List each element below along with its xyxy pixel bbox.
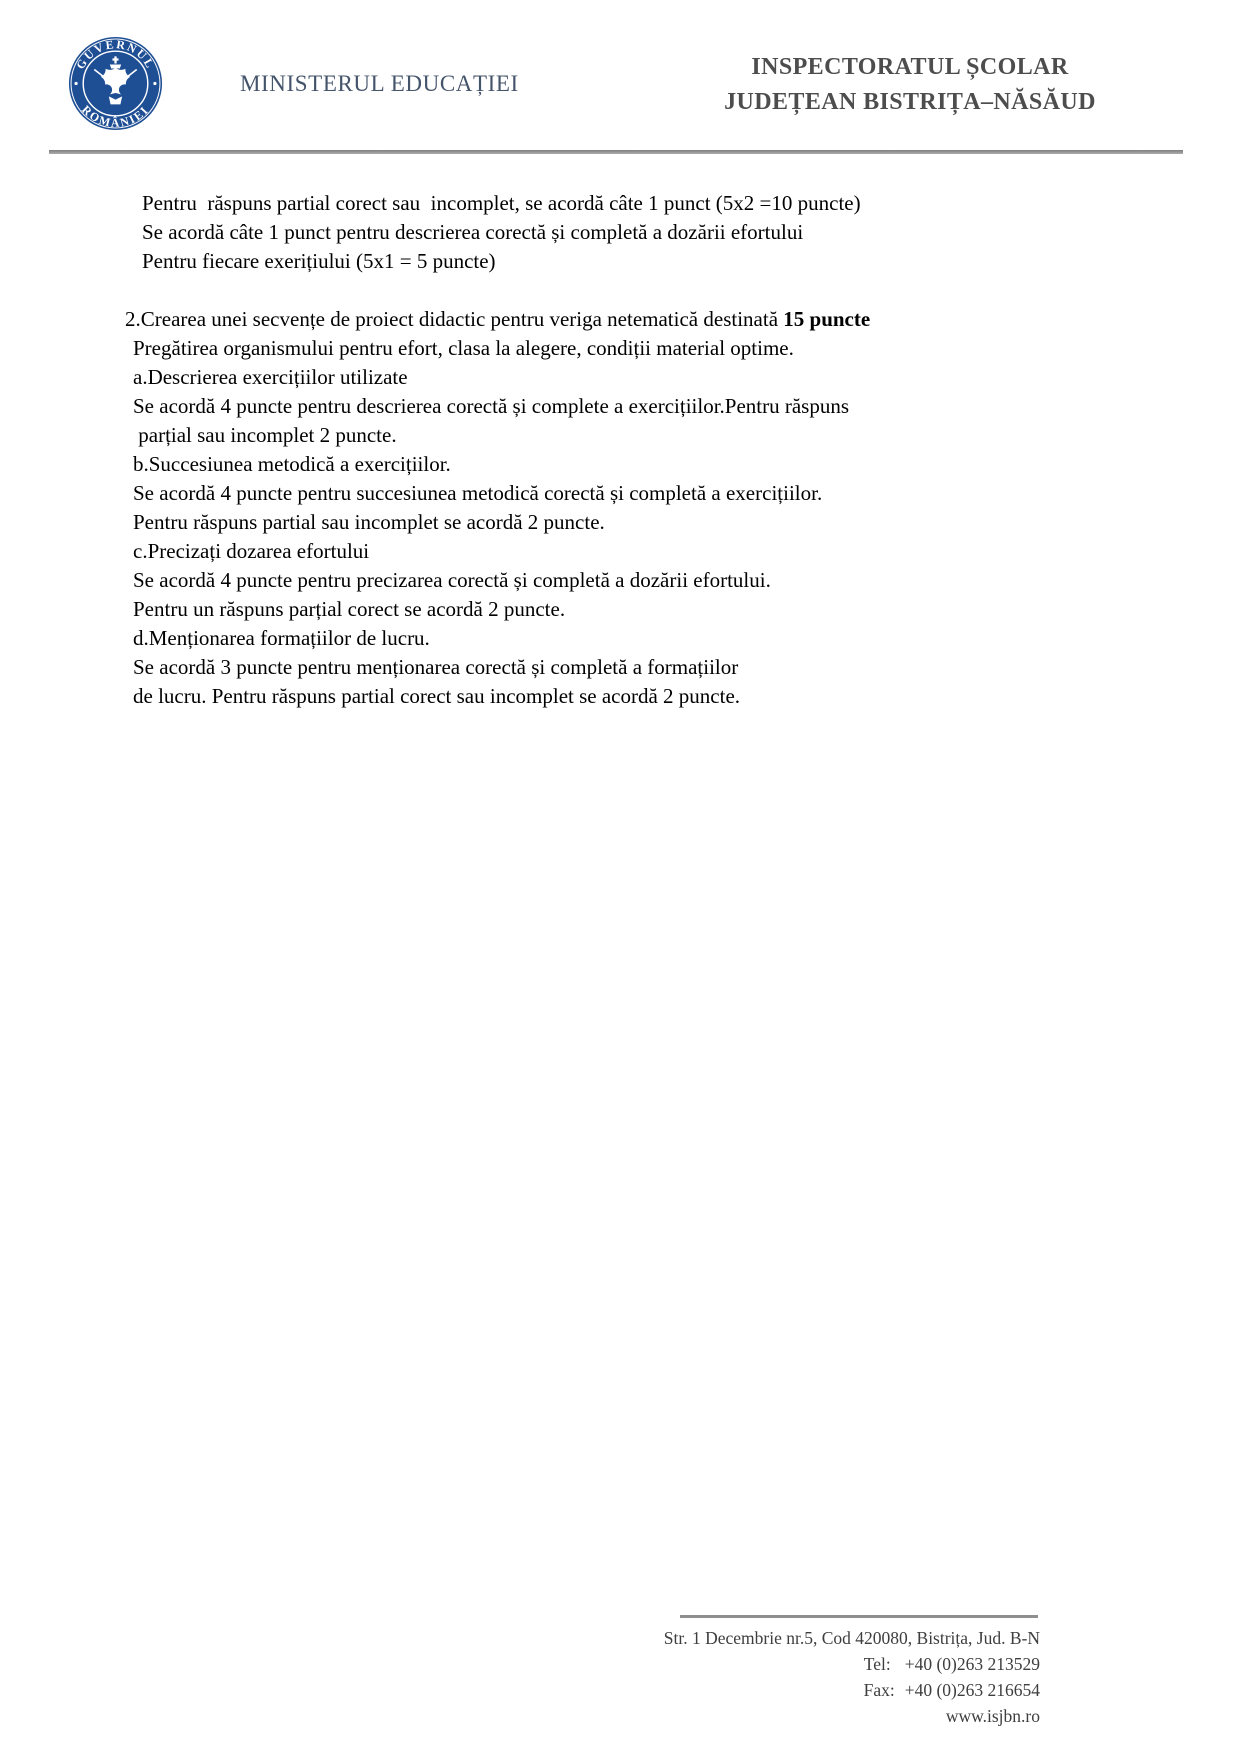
romanian-government-seal-icon — [68, 32, 163, 135]
footer-fax — [540, 1677, 1040, 1703]
body-line: a.Descrierea exercițiilor utilizate — [133, 365, 408, 389]
body-line: Pentru un răspuns parțial corect se acordă 2 puncte. — [133, 597, 566, 621]
tel-value: +40 (0)263 213529 — [904, 1654, 1040, 1674]
body-line: c.Precizați dozarea efortului — [133, 539, 370, 563]
fax-label: Fax: — [863, 1680, 895, 1700]
body-line: Pentru fiecare exerițiului (5x1 = 5 puncte) — [142, 249, 496, 273]
ministry-title: MINISTERUL EDUCAȚIEI — [240, 71, 519, 96]
blank-line — [0, 276, 1241, 305]
body-line: Pentru răspuns partial corect sau incomplet, se acordă câte 1 punct (5x2 =10 puncte) — [142, 191, 861, 215]
body-line: parțial sau incomplet 2 puncte. — [133, 423, 397, 447]
body-line: Se acordă câte 1 punct pentru descrierea corectă și completă a dozării efortului — [142, 220, 804, 244]
body-line: Se acordă 4 puncte pentru succesiunea metodică corectă și completă a exercițiilor. — [133, 481, 823, 505]
tel-label: Tel: — [863, 1654, 891, 1674]
body-line: Pentru răspuns partial sau incomplet se acordă 2 puncte. — [133, 510, 605, 534]
body-line: Se acordă 4 puncte pentru descrierea corectă și complete a exercițiilor.Pentru răspuns — [133, 394, 850, 418]
footer-website-link[interactable]: www.isjbn.ro — [945, 1706, 1040, 1726]
body-line: b.Succesiunea metodică a exercițiilor. — [133, 452, 451, 476]
footer-divider — [680, 1615, 1038, 1618]
body-line: d.Menționarea formațiilor de lucru. — [133, 626, 430, 650]
seal-top-text: GUVERNUL — [73, 37, 158, 72]
body-line: de lucru. Pentru răspuns partial corect sau incomplet se acordă 2 puncte. — [133, 684, 741, 708]
item2-text: 2.Crearea unei secvențe de proiect didactic pentru veriga netematică destinată — [125, 307, 784, 331]
item2-heading — [125, 305, 1241, 334]
footer-tel — [540, 1651, 1040, 1677]
document-body — [0, 189, 1241, 711]
fax-value: +40 (0)263 216654 — [904, 1680, 1040, 1700]
item2-points: 15 puncte — [783, 307, 871, 331]
footer-address: Str. 1 Decembrie nr.5, Cod 420080, Bistrița, Jud. B-N — [663, 1628, 1040, 1648]
body-line: Se acordă 3 puncte pentru menționarea corectă și completă a formațiilor — [133, 655, 739, 679]
item2-sub-block — [0, 334, 1241, 711]
body-line: Pregătirea organismului pentru efort, clasa la alegere, condiții material optime. — [133, 336, 794, 360]
body-line: Se acordă 4 puncte pentru precizarea corectă și completă a dozării efortului. — [133, 568, 771, 592]
seal-bottom-text: ROMÂNIEI — [79, 102, 152, 130]
header-divider — [49, 150, 1183, 154]
inspectorate-line1: INSPECTORATUL ȘCOLAR — [751, 54, 1069, 80]
intro-block — [0, 189, 1241, 276]
footer — [540, 1625, 1040, 1729]
inspectorate-title — [710, 50, 1110, 120]
inspectorate-line2: JUDEȚEAN BISTRIȚA–NĂSĂUD — [724, 89, 1096, 115]
